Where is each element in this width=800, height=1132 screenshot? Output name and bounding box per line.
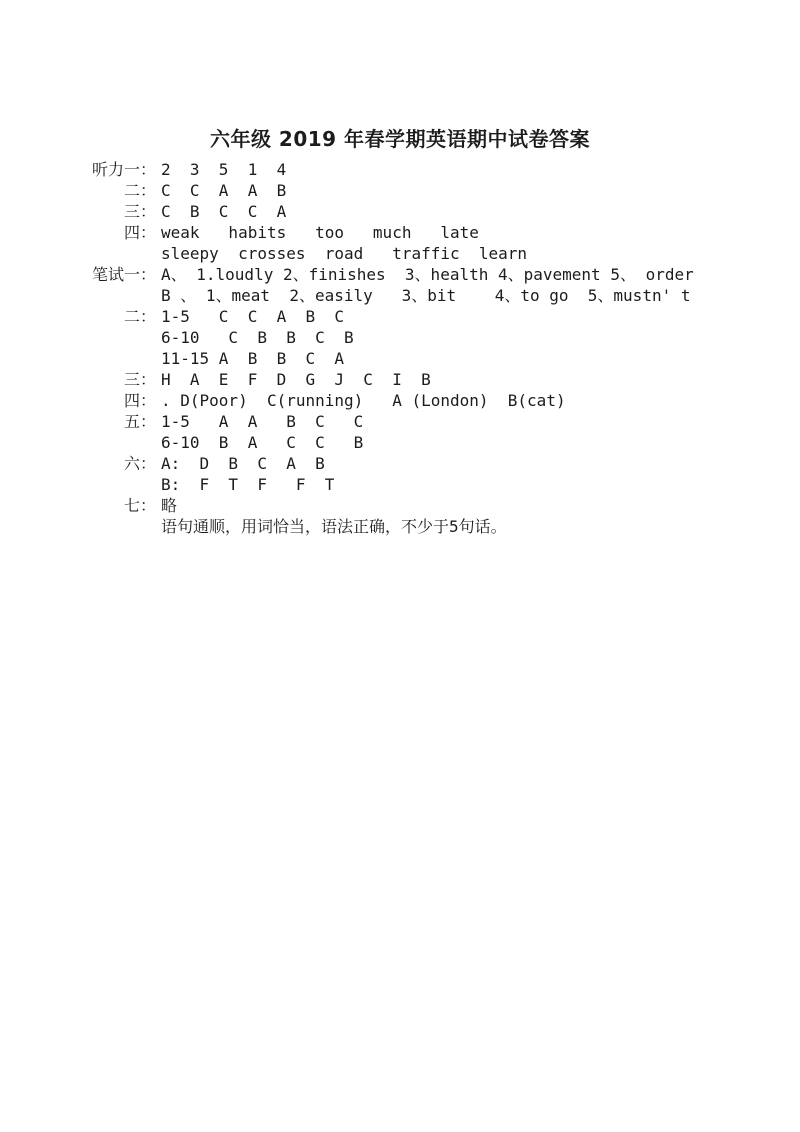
answer-line-written-part7 xyxy=(92,495,694,516)
document-title: 六年级 2019 年春学期英语期中试卷答案 xyxy=(209,127,591,151)
answer-line-listening-part3 xyxy=(92,201,694,222)
answer-line-written-part5-row1 xyxy=(92,411,694,432)
answer-line-written-part6-row-a xyxy=(92,453,694,474)
answer-text: . D(Poor) C(running) A (London) B(cat) xyxy=(161,391,566,410)
answer-text: B: F T F F T xyxy=(161,475,335,494)
answer-text: 略 xyxy=(161,496,178,515)
answer-line-listening-part1 xyxy=(92,159,694,180)
answer-line-written-part5-row2 xyxy=(92,432,694,453)
answer-text: 11-15 A B B C A xyxy=(161,349,345,368)
answer-text: A、 1.loudly 2、finishes 3、health 4、pavement 5、 order xyxy=(161,265,694,284)
section-label: 笔试一： xyxy=(92,265,157,284)
answer-line-written-part4 xyxy=(92,390,694,411)
answer-text: B 、 1、meat 2、easily 3、bit 4、to go 5、mustn' t xyxy=(161,286,691,305)
answer-text: 6-10 C B B C B xyxy=(161,328,354,347)
section-label: 七： xyxy=(123,496,156,515)
answer-text: C B C C A xyxy=(161,202,287,221)
answer-line-listening-part4-row2 xyxy=(92,243,694,264)
answer-text: A: D B C A B xyxy=(161,454,325,473)
answer-lines xyxy=(92,159,694,537)
answer-text: sleepy crosses road traffic learn xyxy=(161,244,528,263)
answer-text: 6-10 B A C C B xyxy=(161,433,364,452)
answer-text: C C A A B xyxy=(161,181,287,200)
section-label: 三： xyxy=(123,202,156,221)
section-label: 五： xyxy=(123,412,156,431)
answer-line-listening-part4-row1 xyxy=(92,222,694,243)
answer-line-written-part1-row-b xyxy=(92,285,694,306)
answer-line-written-part2-row1 xyxy=(92,306,694,327)
section-label: 二： xyxy=(123,307,156,326)
answer-line-written-part3 xyxy=(92,369,694,390)
answer-text: 1-5 A A B C C xyxy=(161,412,364,431)
section-label: 四： xyxy=(123,391,156,410)
answer-line-written-part2-row3 xyxy=(92,348,694,369)
answer-text: 语句通顺，用词恰当，语法正确，不少于5句话。 xyxy=(161,517,507,536)
section-label: 六： xyxy=(123,454,156,473)
section-label: 三： xyxy=(123,370,156,389)
answer-line-written-part7-note xyxy=(92,516,694,537)
section-label: 听力一： xyxy=(92,160,157,179)
answer-line-listening-part2 xyxy=(92,180,694,201)
answer-text: 1-5 C C A B C xyxy=(161,307,345,326)
answer-line-written-part2-row2 xyxy=(92,327,694,348)
answer-line-written-part1-row-a xyxy=(92,264,694,285)
answer-text: H A E F D G J C I B xyxy=(161,370,431,389)
answer-text: weak habits too much late xyxy=(161,223,479,242)
answer-text: 2 3 5 1 4 xyxy=(161,160,287,179)
section-label: 四： xyxy=(123,223,156,242)
answer-line-written-part6-row-b xyxy=(92,474,694,495)
section-label: 二： xyxy=(123,181,156,200)
